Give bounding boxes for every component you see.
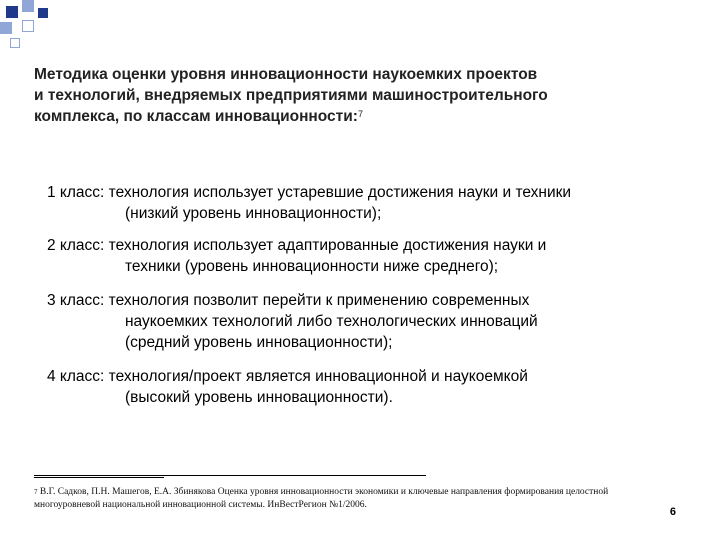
class-text-cont: (высокий уровень инновационности). (125, 389, 393, 406)
class-label: 1 класс: (47, 184, 105, 201)
footnote-mark: 7 (34, 488, 38, 496)
class-text-cont: (низкий уровень инновационности); (125, 205, 382, 222)
page-number: 6 (669, 506, 676, 518)
title-line-3: комплекса, по классам инновационности:$^7$ (34, 108, 363, 125)
slide-title (34, 64, 674, 127)
title-line-2: и технологий, внедряемых предприятиями машиностроительного (34, 87, 548, 104)
footnote-text: В.Г. Садков, П.Н. Машегов, Е.А. Збинякова Оценка уровня инновационности экономики и ключевые направления формирования целостной многоуровневой национальной инновационной системы. ИнВестРегион №1/2006. (34, 487, 609, 510)
class-1-item (47, 182, 657, 224)
footnote-ref: 7 (357, 109, 363, 119)
class-text: технология/проект является инновационной и наукоемкой (108, 368, 528, 385)
class-2-item (47, 235, 657, 277)
footnote-divider (34, 475, 426, 476)
class-text-cont: наукоемких технологий либо технологических инноваций (125, 313, 538, 330)
class-3-item (47, 290, 657, 353)
class-text: технология использует адаптированные достижения науки и (108, 237, 547, 254)
class-text-cont: техники (уровень инновационности ниже среднего); (125, 258, 499, 275)
corner-decoration (0, 0, 60, 50)
class-4-item (47, 366, 657, 408)
class-text-cont: (средний уровень инновационности); (125, 334, 393, 351)
footnote (34, 486, 654, 512)
class-label: 2 класс: (47, 237, 105, 254)
title-line-1: Методика оценки уровня инновационности наукоемких проектов (34, 66, 538, 83)
footnote-divider-short (34, 477, 164, 478)
class-label: 4 класс: (47, 368, 105, 385)
class-text: технология позволит перейти к применению современных (108, 292, 530, 309)
class-text: технология использует устаревшие достижения науки и техники (108, 184, 572, 201)
class-label: 3 класс: (47, 292, 105, 309)
